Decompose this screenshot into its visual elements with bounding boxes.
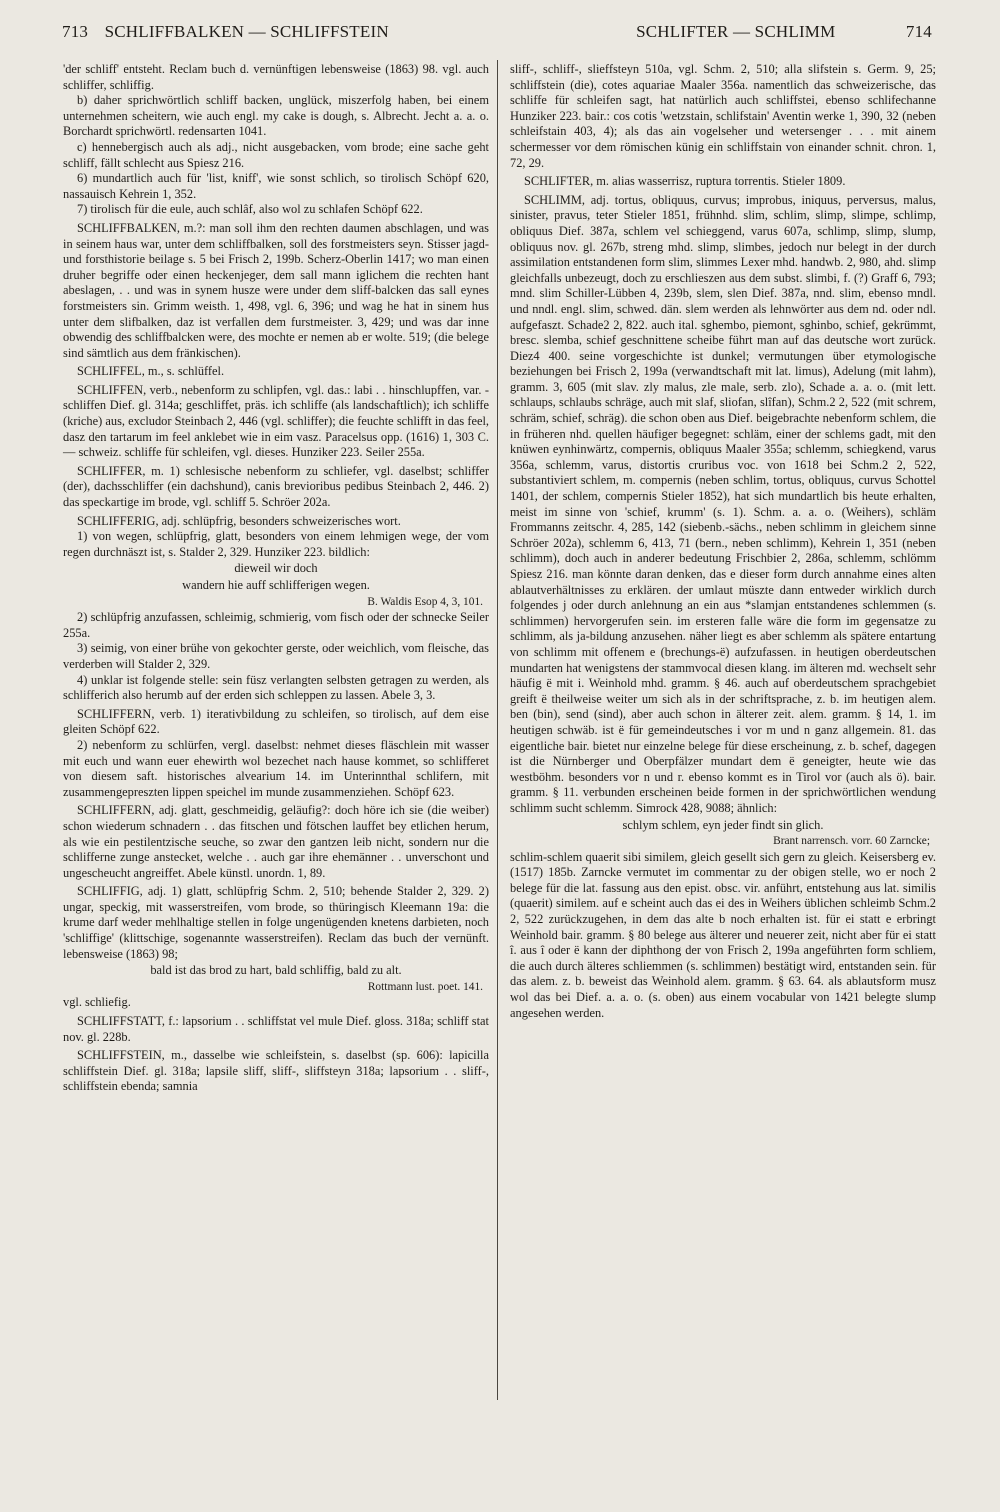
entry-schliffstein: SCHLIFFSTEIN, m., dasselbe wie schleifstein, s. daselbst (sp. 606): lapicilla schliffstein Dief. gl. 318a; lapsile sliff, sliff-, sliffsteyn 318a; lapsorium . . sliff-, schliffstein ebenda; samnia — [63, 1048, 489, 1094]
sense-paragraph: 6) mundartlich auch für 'list, kniff', wie sonst schlich, so tirolisch Schöpf 620, nassauisch Kehrein 1, 352. — [63, 171, 489, 201]
sense-paragraph: 3) seimig, von einer brühe von gekochter gerste, oder weichlich, vom fleische, das verderben will Stalder 2, 329. — [63, 641, 489, 671]
verse-quote-line: dieweil wir doch — [234, 561, 318, 576]
right-page-number: 714 — [905, 22, 932, 41]
quote-source: B. Waldis Esop 4, 3, 101. — [367, 595, 483, 608]
entry-schliffel: SCHLIFFEL, m., s. schlüffel. — [77, 364, 225, 379]
entry-schliffbalken: SCHLIFFBALKEN, m.?: man soll ihm den rechten daumen abschlagen, und was in seinem haus war, unter dem schliffbalken, soll des forstmeisters seyn. Stisser jagd- und forsthistorie beilage s. 5 bei Frisch 2, 199b. Scherz-Oberlin 1417; wo man einen druher begriffe oder einen heckenjeger, dem sall mann iglichem die rechten hant abeslagen, . . und was in synem husze were under dem sliff-balcken das sall eynes forstmeisters sin. Grimm weisth. 1, 498, vgl. 6, 396; und wag he hat in sinem hus unter dem slifbalken, daz ist verfallen dem furstmeister. 3, 429; und was dar inne obwendig des schliffbalcken were, des mochte er nemen ab er wolte. 519; (die belege sind sämtlich aus dem fränkischen). — [63, 220, 489, 360]
entry-schlifter: SCHLIFTER, m. alias wasserrisz, ruptura torrentis. Stieler 1809. — [524, 174, 846, 189]
entry-continuation: 'der schliff' entsteht. Reclam buch d. vernünftigen lebensweise (1863) 98. vgl. auch schliffer, schliffig. — [63, 62, 489, 92]
entry-schliffen: SCHLIFFEN, verb., nebenform zu schlipfen, vgl. das.: labi . . hinschlupffen, var. -schliffen Dief. gl. 314a; geschliffet, präs. ich schliffe (als landschaftlich); ich schliffe (kriche) aus, excludor Steinbach 2, 446 (vgl. schliffer); die feuchte schlifft in das feel, dasz den tartarum im feel anklebet wie in eim vasz. Paracelsus opp. (1616) 1, 303 C. — schweiz. schliffe für schleifen, vgl. dieses. Hunziker 223. Seiler 255a. — [63, 382, 489, 460]
sense-paragraph: 7) tirolisch für die eule, auch schlâf, also wol zu schlafen Schöpf 622. — [77, 202, 423, 217]
verse-quote-line: schlym schlem, eyn jeder findt sin glich. — [622, 817, 824, 832]
right-running-head — [636, 22, 932, 48]
column-divider — [497, 60, 498, 1400]
left-column — [63, 62, 489, 1095]
right-column — [510, 62, 936, 1021]
sense-paragraph: 1) von wegen, schlüpfrig, glatt, besonders von einem lehmigen wege, der vom regen durchnäszt ist, s. Stalder 2, 329. Hunziker 223. bildlich: — [63, 529, 489, 559]
quote-source: Brant narrensch. vorr. 60 Zarncke; — [773, 835, 930, 848]
verse-quote-line: wandern hie auff schlifferigen wegen. — [182, 578, 370, 592]
sense-paragraph: c) hennebergisch auch als adj., nicht ausgebacken, vom brode; eine sache geht schliff, fällt schlecht aus Spiesz 216. — [63, 139, 489, 170]
entry-body-paragraph: schlim-schlem quaerit sibi similem, gleich gesellt sich gern zu gleich. Keisersberg ev. (1517) 185b. Zarncke vermutet im commentar zu der obigen stelle, wo er noch 2 belege für die lat. fassung aus den epist. obsc. vir. anführt, entstehung aus lat. similis (quaerit) similem. auf e scheint auch das ei des in Weihers üblichen schleimb Schm.2 2, 522 zurückzugehen, in dem das alte b noch erhalten ist. für ei statt e erbringt Weinhold bair. gramm. § 80 belege aus älterer und neuerer zeit, nicht aber für ei statt î. aus î oder ë kann der diphthong der von Frisch 2, 199a angeführten form schliem, die auch durch älteres schliemmen (s. schlimmen) bestätigt wird, entstanden sein. für das alem. z. b. beweist das Weinhold alem. gramm. § 63. 64. als ablautsform musz wol das bei Dief. a. a. o. (s. oben) aus einem vocabular von 1421 belegte slump angesehen werden. — [510, 849, 936, 1020]
entry-schliffer: SCHLIFFER, m. 1) schlesische nebenform zu schliefer, vgl. daselbst; schliffer (der), dachsschliffer (ein dachshund), canis brevioribus pedibus Steinbach 2, 446. 2) das speckartige im brode, vgl. schliff 5. Schröer 202a. — [63, 463, 489, 510]
cross-reference: vgl. schliefig. — [63, 995, 131, 1010]
sense-paragraph: b) daher sprichwörtlich schliff backen, unglück, miszerfolg haben, bei einem unternehmen scheitern, wie auch engl. my cake is dough, s. Albrecht. Jecht a. a. o. Borchardt sprichwörtl. redensarten 1041. — [63, 93, 489, 139]
left-page-number: 713 — [62, 22, 89, 41]
left-running-head — [62, 22, 389, 48]
right-running-title: SCHLIFTER — SCHLIMM — [636, 22, 836, 41]
entry-schlimm: SCHLIMM, adj. tortus, obliquus, curvus; improbus, iniquus, perversus, malus, sinister, pravus, teter Stieler 1851, frühnhd. slim, schlim, slimp, slimpe, schlimp, obliquus Dief. 387a, schlem vel schieggend, varus 607a, schlimp, slimp, slump, obliquus nov. gl. 267b, streng mhd. slimp, slimbes, jedoch nur belegt in der durch assimilation entstandenen form slim, slimmes Lexer mhd. handwb. 2, 980, ahd. slimp gleichfalls unbezeugt, doch zu erschlieszen aus dem subst. slimbi, f. (?) Graff 6, 793; mnd. slim Schiller-Lübben 4, 239b, slem, slen Dief. 387a, nnd. slim, ebenso mndl. und nndl. engl. slim, schwed. dän. slem werden als lehnwörter aus dem nd. oder ndl. aufgefaszt. Schade2 2, 822. auch ital. sghembo, piemont, sghinbo, schief, gekrümmt, bresc. slemba, schief geschnittene scheibe führt man auf das deutsche wort zurück. Diez4 400. seine vorgeschichte ist dunkel; vermutungen über etymologische beziehungen bei Frisch 2, 199a (verwandtschaft mit lat. limus), Adelung (mit lahm), gramm. 3, 605 (mit slav. zly malus, zle male, serb. zlo), Schade a. a. o. (mit lett. schlaups, schlaubs schräge, auch mit slaf, sliofan, slîfan), Schm.2 2, 522 (mit schrem, schräm, schief, schräg). die schon oben aus Dief. beigebrachte nebenform schlem, die in früheren nhd. quellen häufiger begegnet: schläm, einer der schlems gadt, mit den knüwen eynhinwärtz, compernis, obliquus Maaler 355a; schlemm, schiegkend, varus 356a, schlemm, varus, distortis cruribus voc. von 1618 bei Schm.2 2, 522, substantiviert schlem, m. compernis (neben schlim, tortus, obliquus, curvus Schottel 1401, der schlem, compernis Stieler 1852), hat sich mundartlich bis heute erhalten, meist im sinne von 'schief, krumm' (s. 1). Schm. a. a. o. (Weihers), schläm Frommanns zeitschr. 4, 285, 142 (siebenb.-sächs., neben schlimm in gleichem sinne Schröer 202a), schlemm 6, 413, 71 (bern., neben schlimm), Kehrein 1, 351 (neben schlimm), doch auch in anderer bedeutung Frischbier 2, 286a, schlemm, schlömm Spiesz 216. man könnte daran denken, das e dieser form durch annahme eines alten ablautverhältnisses zu erklären. der umlaut müszte dann entweder wirklich durch folgendes j oder durch anlehnung an ein aus *slamjan entstandenes schlemmen (s. schlimmen) hervorgerufen sein. im ersteren falle wäre die form im gegensatze zu schlimm, als ja-bildung anzusehen. näher liegt es aber schlemm als spätere entartung von schlimm mit offenem e (brechungs-ë) aufzufassen. in heutigen oberdeutschen mundarten hat wenigstens der stammvocal diesen klang. im älteren md. wechselt sehr häufig ë mit i. Weinhold mhd. gramm. § 46. auch auf oberdeutschem sprachgebiet greift ë theilweise weiter um sich als in der schriftsprache, z. b. im heutigen alem. ben (bin), send (sind), aber auch schon in älterer zeit. alem. gramm. § 14, 1. im heutigen schwäb. ist ë für gemeindeutsches i vor m und n ganz allgemein. 81. das eigentliche bair. bietet nur einzelne belege für diese erscheinung, z. b. schef, dagegen ist die Nürnberger und Oberpfälzer mundart dem ë geneigter, heute wie das westböhm. besonders vor n und r. ebenso kommt es in Tirol vor (auch als ö). bair. gramm. § 11. verbunden erscheinen beide formen in der sprichwörtlichen wendung schlimm sucht schlemm. Simrock 428, 9088; ähnlich: — [510, 192, 936, 815]
sense-paragraph: 2) nebenform zu schlürfen, vergl. daselbst: nehmet dieses fläschlein mit wasser mit euch und wann euer ehewirth wol bezechet nach hause kommet, so schlifferet von diesem saft. historisches alvearium 14. im Unterinnthal schlifern, mit zusammengepreszten lippen speichel im munde zusammenziehen. Schöpf 623. — [63, 737, 489, 799]
entry-schliffstatt: SCHLIFFSTATT, f.: lapsorium . . schliffstat vel mule Dief. gloss. 318a; schliff stat nov. gl. 228b. — [63, 1014, 489, 1044]
left-running-title: SCHLIFFBALKEN — SCHLIFFSTEIN — [104, 22, 389, 41]
entry-schliffern-adj: SCHLIFFERN, adj. glatt, geschmeidig, geläufig?: doch höre ich sie (die weiber) schon wiederum schnadern . . das fitschen und fötschen lauffet bey etlichen herum, als wie ein pestilentzische seuche, so zwar den gantzen leib nicht, sondern nur die schlifferne zunge anstecket, welche . . auch gar ihre ehemänner . . unverschont und ungescheucht angreiffet. Abele künstl. unordn. 1, 89. — [63, 803, 489, 880]
sense-paragraph: 2) schlüpfrig anzufassen, schleimig, schmierig, vom fisch oder der schnecke Seiler 255a. — [63, 610, 489, 640]
verse-quote-line: bald ist das brod zu hart, bald schliffig, bald zu alt. — [150, 963, 402, 978]
entry-schliffern-verb: SCHLIFFERN, verb. 1) iterativbildung zu schleifen, so tirolisch, auf dem eise gleiten Schöpf 622. — [63, 706, 489, 737]
entry-schlifferig: SCHLIFFERIG, adj. schlüpfrig, besonders schweizerisches wort. — [77, 513, 401, 528]
entry-continuation: sliff-, schliff-, slieffsteyn 510a, vgl. Schm. 2, 510; alla slifstein s. Germ. 9, 25; schliffstein (die), cotes aquariae Maaler 356a. namentlich das schweizerische, das schliffe für schleifen sagt, hat natürlich auch schliffstei, ebenso schlifechanne Hunziker 223. bair.: cos cotis 'wetzstain, schlifstain' Aventin werke 1, 390, 32 (neben schleifstain 403, 4); als das ain vogelseher und wetersenger . . . mit ainem schermesser vor dem römischen künig ein schliffstain von einander schnit. chron. 1, 72, 29. — [510, 62, 936, 170]
quote-source: Rottmann lust. poet. 141. — [367, 980, 483, 993]
sense-paragraph: 4) unklar ist folgende stelle: sein füsz verlangten selbsten getragen zu werden, als schlifferich also herumb auf der erden sich schleppen zu lassen. Abele 3, 3. — [63, 672, 489, 703]
entry-schliffig: SCHLIFFIG, adj. 1) glatt, schlüpfrig Schm. 2, 510; behende Stalder 2, 329. 2) ungar, speckig, mit wasserstreifen, vom brode, so thüringisch Kleemann 19a: die krume darf weder mehlhaltige stellen in folge ungenügenden knetens darbieten, noch 'schliffige' (klittschige, sogenannte wasserstreifen). Reclam das buch der vernünft. lebensweise (1863) 98; — [63, 884, 489, 961]
